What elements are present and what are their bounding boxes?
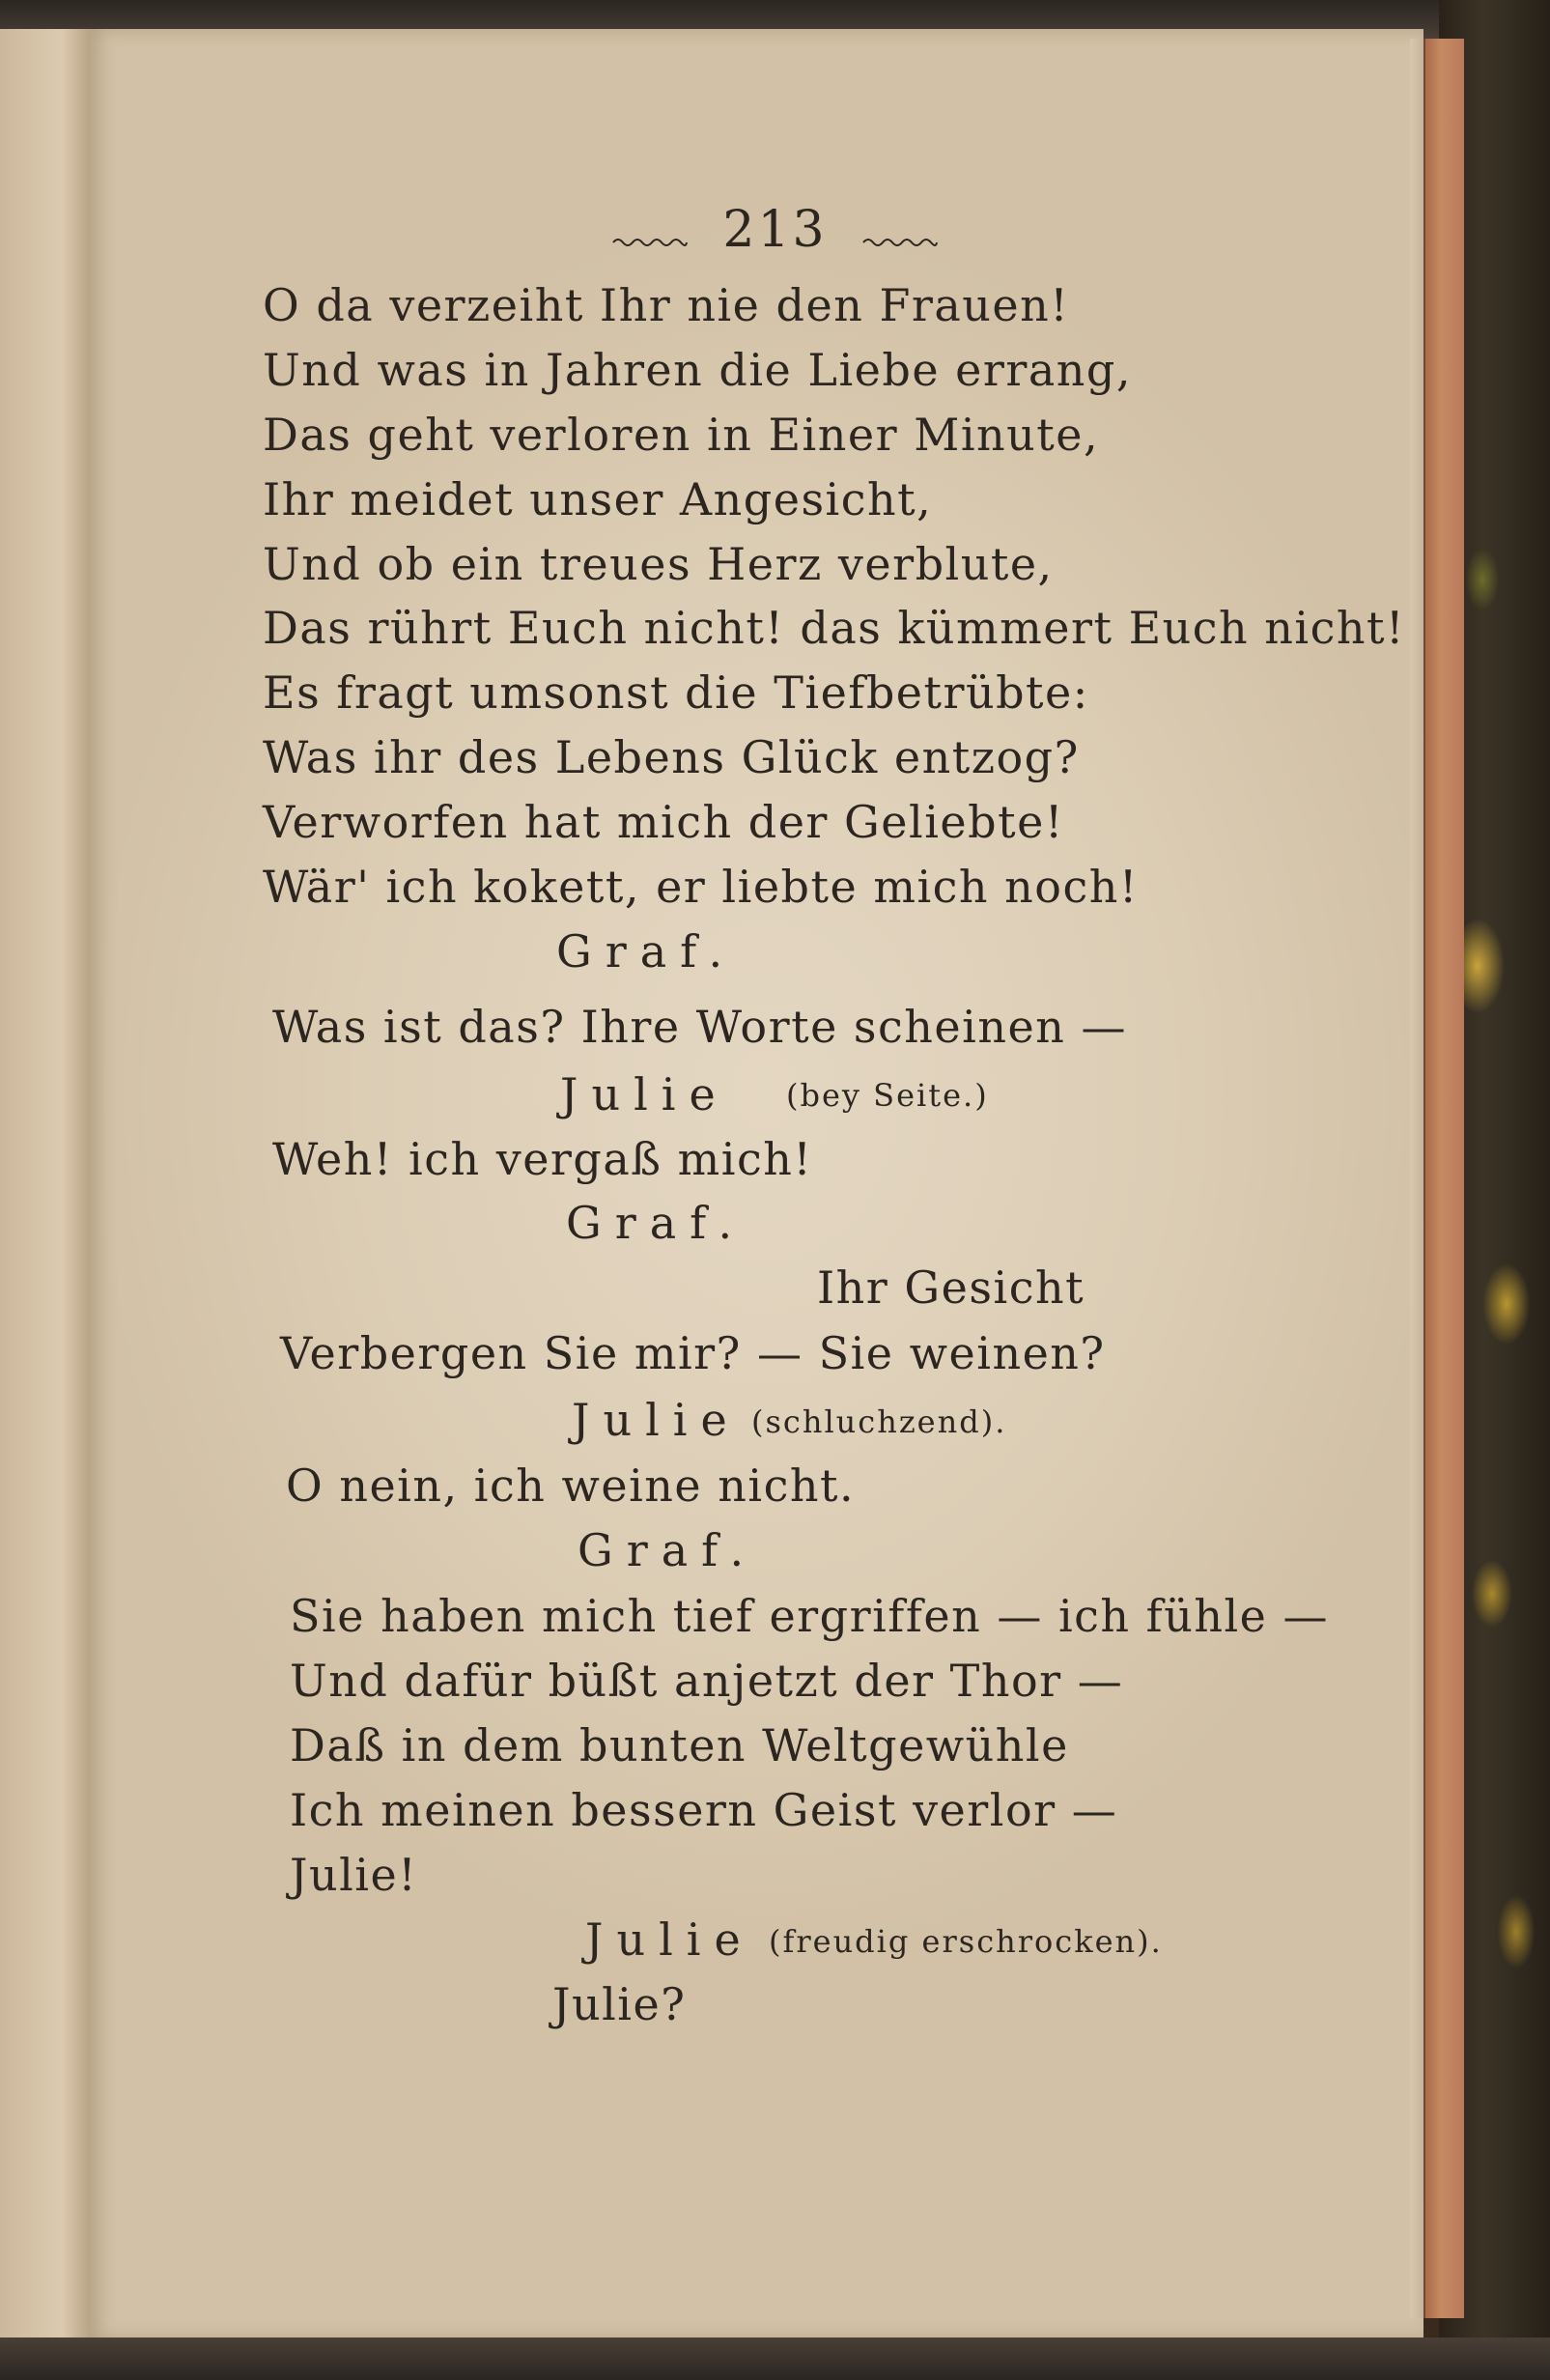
verse-line: Was ist das? Ihre Worte scheinen —	[272, 1001, 1127, 1053]
verse-line: Verbergen Sie mir? — Sie weinen?	[280, 1327, 1106, 1379]
verse-line: Julie!	[290, 1849, 418, 1901]
verse-line: Was ihr des Lebens Glück entzog?	[263, 731, 1080, 783]
speaker-julie: Julie	[572, 1394, 741, 1446]
verse-line: Ihr Gesicht	[817, 1261, 1085, 1314]
stage-direction: (bey Seite.)	[786, 1077, 989, 1114]
page-number-text: 213	[722, 201, 828, 259]
verse-line: O nein, ich weine nicht.	[286, 1459, 856, 1512]
verse-line: Es fragt umsonst die Tiefbetrübte:	[263, 666, 1089, 719]
speaker-graf: Graf.	[578, 1524, 758, 1576]
verse-line: Daß in dem bunten Weltgewühle	[290, 1719, 1069, 1771]
stage-direction: (schluchzend).	[751, 1403, 1007, 1440]
speaker-julie: Julie	[585, 1913, 754, 1966]
verse-line: Ihr meidet unser Angesicht,	[263, 473, 933, 525]
page-header	[0, 201, 1550, 259]
page-number	[722, 201, 827, 259]
right-ornament-icon	[861, 236, 939, 249]
book-bottom-edge	[0, 2338, 1550, 2380]
speaker-graf: Graf.	[556, 925, 737, 978]
verse-line: Julie?	[552, 1978, 687, 2030]
speaker-julie: Julie	[560, 1068, 729, 1120]
verse-line: Und was in Jahren die Liebe errang,	[263, 344, 1132, 396]
verse-line: Wär' ich kokett, er liebte mich noch!	[263, 861, 1139, 913]
verse-line: Das geht verloren in Einer Minute,	[263, 409, 1100, 461]
facing-page-edge	[0, 29, 91, 2347]
verse-line: Ich meinen bessern Geist verlor —	[290, 1784, 1118, 1836]
verse-line: Weh! ich vergaß mich!	[272, 1133, 813, 1185]
left-ornament-icon	[611, 236, 689, 249]
verse-line: Das rührt Euch nicht! das kümmert Euch nicht!	[263, 602, 1405, 654]
verse-line: O da verzeiht Ihr nie den Frauen!	[263, 279, 1070, 331]
verse-line: Und ob ein treues Herz verblute,	[263, 538, 1054, 590]
fore-edge	[1423, 39, 1464, 2318]
speaker-graf: Graf.	[566, 1197, 747, 1249]
verse-line: Verworfen hat mich der Geliebte!	[263, 796, 1064, 848]
stage-direction: (freudig erschrocken).	[769, 1923, 1163, 1960]
verse-line: Und dafür büßt anjetzt der Thor —	[290, 1655, 1124, 1707]
verse-line: Sie haben mich tief ergriffen — ich fühle —	[290, 1590, 1330, 1642]
